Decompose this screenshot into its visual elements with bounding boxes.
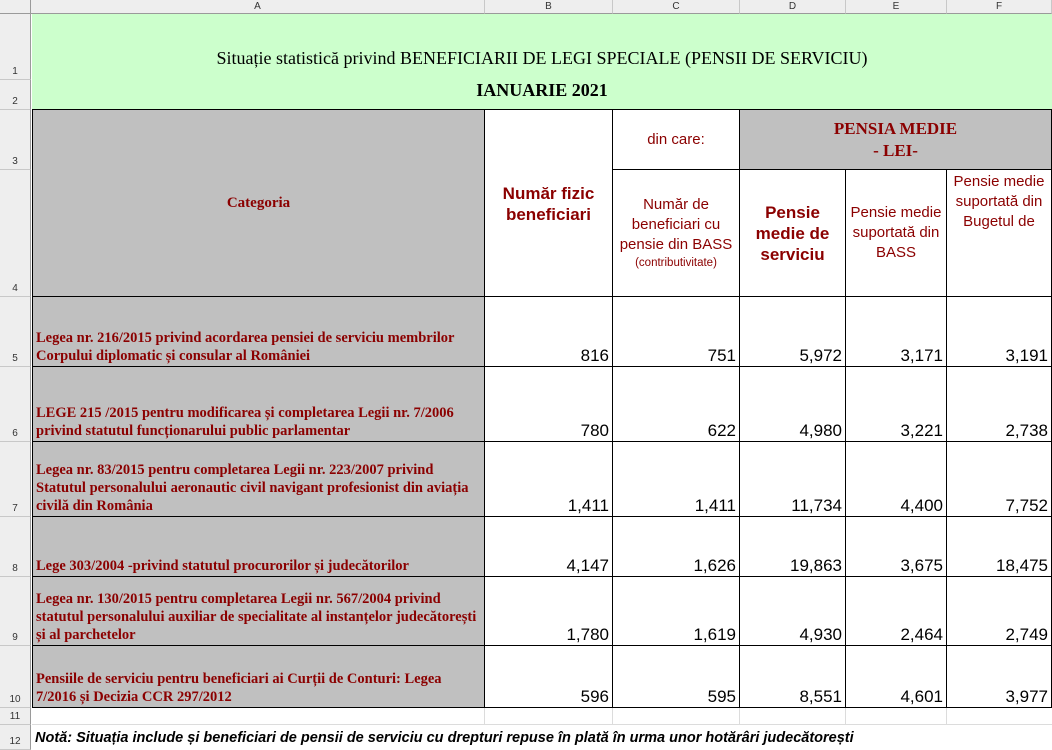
- row-header-12[interactable]: [0, 725, 31, 750]
- category-cell[interactable]: [32, 442, 485, 517]
- row-number: 10: [9, 694, 21, 705]
- header-pensie-serviciu-label: Pensie medie de serviciu: [755, 202, 830, 264]
- header-din-care-label: din care:: [647, 130, 705, 148]
- report-title: Situație statistică privind BENEFICIARII DE LEGI SPECIALE (PENSII DE SERVICIU): [216, 48, 868, 68]
- row-number: 6: [12, 428, 18, 439]
- report-period: IANUARIE 2021: [476, 80, 608, 100]
- row-header-3[interactable]: [0, 110, 31, 170]
- header-pensie-serviciu[interactable]: [740, 170, 846, 297]
- cell-value: 3,171: [900, 346, 943, 365]
- header-pensie-buget[interactable]: [947, 170, 1052, 297]
- cell-value: 11,734: [791, 496, 842, 515]
- cell-value: 19,863: [790, 556, 842, 575]
- cell-value: 595: [707, 687, 736, 706]
- value-cell-bass[interactable]: [613, 517, 740, 577]
- header-lei-label: - LEI-: [873, 140, 918, 160]
- value-cell-pensie-bass[interactable]: [846, 367, 947, 442]
- value-cell-buget[interactable]: [947, 442, 1052, 517]
- row-header-7[interactable]: [0, 442, 31, 517]
- cell-value: 1,619: [693, 625, 736, 644]
- cell-value: 18,475: [996, 556, 1048, 575]
- cell-value: 622: [707, 421, 736, 440]
- category-label: Legea nr. 83/2015 pentru completarea Legii nr. 223/2007 privind Statutul personalului aeronautic civil navigant profesionist din aviația civilă din România: [36, 462, 469, 514]
- cell-value: 1,626: [693, 556, 736, 575]
- column-header-f[interactable]: F: [947, 0, 1052, 14]
- header-pensie-buget-label: Pensie medie suportată din Bugetul de: [953, 173, 1045, 230]
- row-header-10[interactable]: [0, 646, 31, 708]
- cell-value: 2,749: [1005, 625, 1048, 644]
- empty-row[interactable]: [32, 708, 1052, 725]
- cell-value: 4,400: [900, 496, 943, 515]
- cell-value: 3,191: [1005, 346, 1048, 365]
- value-cell-buget[interactable]: [947, 517, 1052, 577]
- category-label: Legea nr. 130/2015 pentru completarea Legii nr. 567/2004 privind statutul personalului auxiliar de specialitate al instanțelor judecătorești și al parchetelor: [36, 591, 477, 643]
- header-categoria[interactable]: [32, 110, 485, 297]
- category-cell[interactable]: [32, 367, 485, 442]
- header-numar-bass[interactable]: [613, 170, 740, 297]
- header-pensie-bass-label: Pensie medie suportată din BASS: [850, 204, 942, 261]
- column-header-e[interactable]: E: [846, 0, 947, 14]
- row-header-5[interactable]: [0, 297, 31, 367]
- select-all-corner[interactable]: [0, 0, 31, 14]
- header-pensia-medie[interactable]: [740, 110, 1052, 170]
- value-cell-pensie-bass[interactable]: [846, 297, 947, 367]
- category-label: Legea nr. 216/2015 privind acordarea pensiei de serviciu membrilor Corpului diplomatic și consular al României: [36, 330, 455, 364]
- note-text[interactable]: Notă: Situația include și beneficiari de pensii de serviciu cu drepturi repuse în plată în urma unor hotărâri judecătorești: [35, 729, 854, 746]
- column-header-a[interactable]: A: [31, 0, 485, 14]
- cell-value: 780: [580, 421, 609, 440]
- value-cell-numar[interactable]: [485, 577, 613, 646]
- category-label: Pensiile de serviciu pentru beneficiari ai Curții de Conturi: Legea 7/2016 și Decizia CCR 297/2012: [36, 671, 442, 705]
- header-categoria-label: Categoria: [226, 194, 291, 211]
- value-cell-bass[interactable]: [613, 297, 740, 367]
- value-cell-buget[interactable]: [947, 367, 1052, 442]
- header-numar-fizic[interactable]: [485, 110, 613, 297]
- row-header-8[interactable]: [0, 517, 31, 577]
- grid-line: [484, 708, 485, 725]
- category-cell[interactable]: [32, 297, 485, 367]
- row-header-1[interactable]: [0, 14, 31, 80]
- value-cell-pensie-bass[interactable]: [846, 442, 947, 517]
- grid-line: [946, 708, 947, 725]
- category-label: LEGE 215 /2015 pentru modificarea și completarea Legii nr. 7/2006 privind statutul funcționarului public parlamentar: [36, 405, 454, 439]
- header-numar-fizic-label: Număr fizic beneficiari: [502, 184, 595, 224]
- row-number: 12: [9, 736, 21, 747]
- grid-line: [739, 708, 740, 725]
- value-cell-pensie-bass[interactable]: [846, 577, 947, 646]
- cell-value: 751: [707, 346, 736, 365]
- row-header-9[interactable]: [0, 577, 31, 646]
- header-pensia-medie-label: PENSIA MEDIE: [833, 118, 958, 138]
- category-cell[interactable]: [32, 577, 485, 646]
- cell-value: 2,464: [900, 625, 943, 644]
- row-number: 7: [12, 503, 18, 514]
- row-header-11[interactable]: [0, 708, 31, 725]
- value-cell-pensie-bass[interactable]: [846, 646, 947, 708]
- value-cell-pensie-bass[interactable]: [846, 517, 947, 577]
- row-header-4[interactable]: [0, 170, 31, 297]
- value-cell-serviciu[interactable]: [740, 577, 846, 646]
- row-header-6[interactable]: [0, 367, 31, 442]
- value-cell-serviciu[interactable]: [740, 367, 846, 442]
- cell-value: 1,411: [694, 496, 736, 515]
- header-pensie-bass[interactable]: [846, 170, 947, 297]
- cell-value: 1,411: [567, 496, 609, 515]
- cell-value: 2,738: [1005, 421, 1048, 440]
- grid-line: [612, 708, 613, 725]
- value-cell-bass[interactable]: [613, 646, 740, 708]
- row-number: 2: [12, 96, 18, 107]
- row-header-2[interactable]: [0, 80, 31, 110]
- value-cell-buget[interactable]: [947, 297, 1052, 367]
- value-cell-bass[interactable]: [613, 367, 740, 442]
- value-cell-numar[interactable]: [485, 646, 613, 708]
- row-number: 4: [12, 283, 18, 294]
- column-header-b[interactable]: B: [485, 0, 613, 14]
- column-header-d[interactable]: D: [740, 0, 846, 14]
- category-label: Lege 303/2004 -privind statutul procurorilor și judecătorilor: [36, 558, 409, 574]
- cell-value: 7,752: [1005, 496, 1048, 515]
- row-number: 3: [12, 156, 18, 167]
- column-header-c[interactable]: C: [613, 0, 740, 14]
- value-cell-numar[interactable]: [485, 442, 613, 517]
- row-number: 8: [12, 563, 18, 574]
- cell-value: 816: [580, 346, 609, 365]
- row-number: 9: [12, 632, 18, 643]
- cell-value: 4,147: [566, 556, 609, 575]
- cell-value: 3,221: [900, 421, 943, 440]
- cell-value: 596: [580, 687, 609, 706]
- value-cell-bass[interactable]: [613, 442, 740, 517]
- value-cell-serviciu[interactable]: [740, 517, 846, 577]
- cell-value: 3,977: [1005, 687, 1048, 706]
- value-cell-buget[interactable]: [947, 577, 1052, 646]
- cell-value: 4,930: [799, 625, 842, 644]
- cell-value: 4,980: [799, 421, 842, 440]
- value-cell-serviciu[interactable]: [740, 442, 846, 517]
- header-numar-bass-label: Număr de beneficiari cu pensie din BASS: [619, 196, 733, 253]
- cell-value: 8,551: [799, 687, 842, 706]
- cell-value: 3,675: [900, 556, 943, 575]
- value-cell-buget[interactable]: [947, 646, 1052, 708]
- category-cell[interactable]: [32, 646, 485, 708]
- value-cell-numar[interactable]: [485, 297, 613, 367]
- row-number: 11: [9, 711, 21, 722]
- value-cell-numar[interactable]: [485, 367, 613, 442]
- value-cell-bass[interactable]: [613, 577, 740, 646]
- category-cell[interactable]: [32, 517, 485, 577]
- value-cell-serviciu[interactable]: [740, 297, 846, 367]
- value-cell-numar[interactable]: [485, 517, 613, 577]
- header-din-care[interactable]: [613, 110, 740, 170]
- grid-line: [845, 708, 846, 725]
- cell-value: 4,601: [900, 687, 943, 706]
- cell-value: 1,780: [566, 625, 609, 644]
- cell-value: 5,972: [799, 346, 842, 365]
- row-number: 5: [12, 353, 18, 364]
- header-contributivitate-label: (contributivitate): [635, 257, 717, 269]
- row-number: 1: [12, 66, 18, 77]
- value-cell-serviciu[interactable]: [740, 646, 846, 708]
